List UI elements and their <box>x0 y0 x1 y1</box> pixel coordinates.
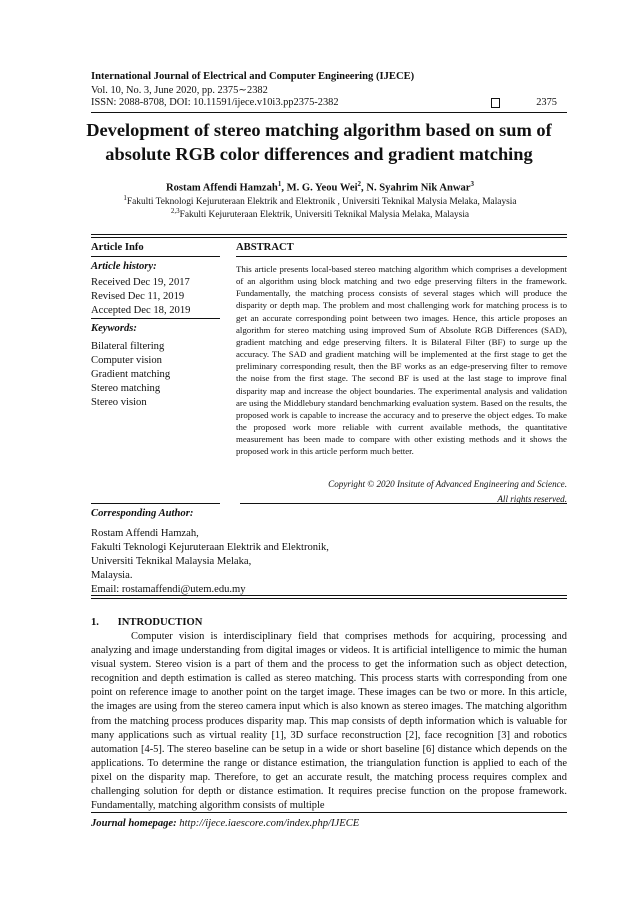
corr-line: Malaysia. <box>91 570 133 581</box>
history-list <box>91 276 190 318</box>
issn-doi: ISSN: 2088-8708, DOI: 10.11591/ijece.v10i3.pp2375-2382 <box>91 97 339 108</box>
history-item: Revised Dec 11, 2019 <box>91 291 185 302</box>
author-list: Rostam Affendi Hamzah$^1$, M. G. Yeou Wei$^2$, N. Syahrim Nik Anwar$^3$ <box>165 180 475 194</box>
intro-body <box>91 630 567 813</box>
history-item: Accepted Dec 18, 2019 <box>91 305 191 316</box>
page-number: 2375 <box>536 97 557 108</box>
history-heading: Article history: <box>91 261 157 272</box>
journal-name: International Journal of Electrical and Computer Engineering (IJECE) <box>91 71 415 82</box>
affiliation-line <box>80 207 560 220</box>
affiliation-text: Fakulti Kejuruteraan Elektrik, Universiti Teknikal Malysia Melaka, Malaysia <box>179 210 470 221</box>
keyword-item: Stereo matching <box>91 383 161 394</box>
section-rule <box>91 237 567 238</box>
affiliation-sup: 2,3 <box>170 207 180 215</box>
footer-label: Journal homepage: <box>91 818 177 829</box>
keyword-item: Computer vision <box>91 355 162 366</box>
section-rule <box>91 234 567 235</box>
corr-line: Fakulti Teknologi Kejuruteraan Elektrik and Elektronik, <box>91 542 329 553</box>
corr-rule <box>91 503 220 504</box>
homepage-link[interactable]: http://ijece.iaescore.com/index.php/IJECE <box>179 818 360 829</box>
info-rule <box>91 318 220 319</box>
abstract-heading: ABSTRACT <box>236 242 294 253</box>
abstract-rule <box>236 256 567 257</box>
corresponding-details <box>91 527 329 597</box>
section-rule <box>91 598 567 599</box>
keyword-item: Gradient matching <box>91 369 171 380</box>
author-sup: 3 <box>470 180 475 188</box>
section-heading <box>91 617 202 628</box>
corr-line: Universiti Teknikal Malaysia Melaka, <box>91 556 252 567</box>
info-rule <box>91 256 220 257</box>
affiliation-sup: 1 <box>123 194 127 202</box>
header-right <box>491 97 557 108</box>
affiliation-line <box>80 194 560 207</box>
keywords-heading: Keywords: <box>91 323 137 334</box>
copyright-text: Copyright © 2020 Insitute of Advanced Engineering and Science. <box>328 479 567 489</box>
corr-line: Email: rostamaffendi@utem.edu.my <box>91 584 246 595</box>
author-name: Rostam Affendi Hamzah <box>165 182 278 194</box>
article-info-heading: Article Info <box>91 242 144 253</box>
corr-rule <box>240 503 567 504</box>
section-rule <box>91 595 567 596</box>
rights-text: All rights reserved. <box>497 493 567 504</box>
section-title: INTRODUCTION <box>117 617 203 628</box>
corr-line: Rostam Affendi Hamzah, <box>91 528 199 539</box>
square-icon <box>491 98 500 108</box>
abstract-body <box>236 263 567 458</box>
author-name: N. Syahrim Nik Anwar <box>366 182 471 194</box>
keyword-item: Stereo vision <box>91 397 147 408</box>
keyword-list <box>91 340 170 410</box>
abstract-text: This article presents local-based stereo matching algorithm which comprises a development of an algorithm using block matching and two edge preserving filters in the framework. Fundamentally, the matching process consists of several stages which will produce the disparity or depth map. The problem and most challenging work for matching process is to get an accurate corresponding point between two images. Hence, this article proposes an algorithm for stereo matching using improved Sum of Absolute RGB Differences (SAD), gradient matching and edge preserving filters. It is Bilateral Filter (BF) to surge up the accuracy. The SAD and gradient matching will be implemented at the first stage to get the preliminary corresponding result, then the BF works as an edge-preserving filter to remove the noise from the first stage. The second BF is used at the last stage to improve final disparity map and increase the object boundaries. The experimental analysis and validation are using the Middlebury standard benchmarking evaluation system. Based on the results, the proposed work is capable to increase the accuracy and to preserve the object edges. To make the proposed work more reliable with current available methods, the quantitative measurement has been made to compare with other existing methods and it shows the proposed work in this article perform much better. <box>236 264 567 457</box>
copyright-notice <box>328 477 567 506</box>
section-number: 1. <box>91 617 99 628</box>
paper-title: Development of stereo matching algorithm based on sum of absolute RGB color differences and gradient matching <box>86 120 552 164</box>
volume-info: Vol. 10, No. 3, June 2020, pp. 2375∼2382 <box>91 85 268 96</box>
journal-footer <box>91 818 359 829</box>
author-sup: 2 <box>357 180 362 188</box>
author-sup: 1 <box>277 180 282 188</box>
affiliation-text: Fakulti Teknologi Kejuruteraan Elektrik and Elektronik , Universiti Teknikal Malysia Melaka, Malaysia <box>126 197 517 208</box>
footer-rule <box>91 812 567 813</box>
corresponding-heading: Corresponding Author: <box>91 508 194 519</box>
header-rule <box>91 112 567 113</box>
history-item: Received Dec 19, 2017 <box>91 277 190 288</box>
intro-text: Computer vision is interdisciplinary field that comprises methods for acquiring, processing and analyzing and image understanding from digital images or videos. It is artificial intelligence to mimic the human visual system. Stereo vision is a part of them and the process to get the information such as object detection, recognition and depth estimation is called as stereo matching. This process starts with corresponding from one point on reference image to another point on the target image. These images can be two or more. In this article, the images are using from the stereo camera input which is also known as stereo images. The matching algorithm from the matching process produces disparity map. This map consists of depth information which is valuable for many applications such as virtual reality [1], 3D surface reconstruction [2], face recognition [3] and robotics automation [4-5]. The stereo baseline can be setup in a wide or short baseline [6] distance which depends on the applications. To determine the range or distance estimation, the triangulation function is applied to each of the pixel on the disparity map. Therefore, to get an accurate result, the matching process requires complex and challenging solution for depth or distance estimation. It requires precise function on the propose framework. Fundamentally, matching algorithm consists of multiple <box>91 631 567 812</box>
keyword-item: Bilateral filtering <box>91 341 165 352</box>
author-name: M. G. Yeou Wei <box>286 182 358 194</box>
